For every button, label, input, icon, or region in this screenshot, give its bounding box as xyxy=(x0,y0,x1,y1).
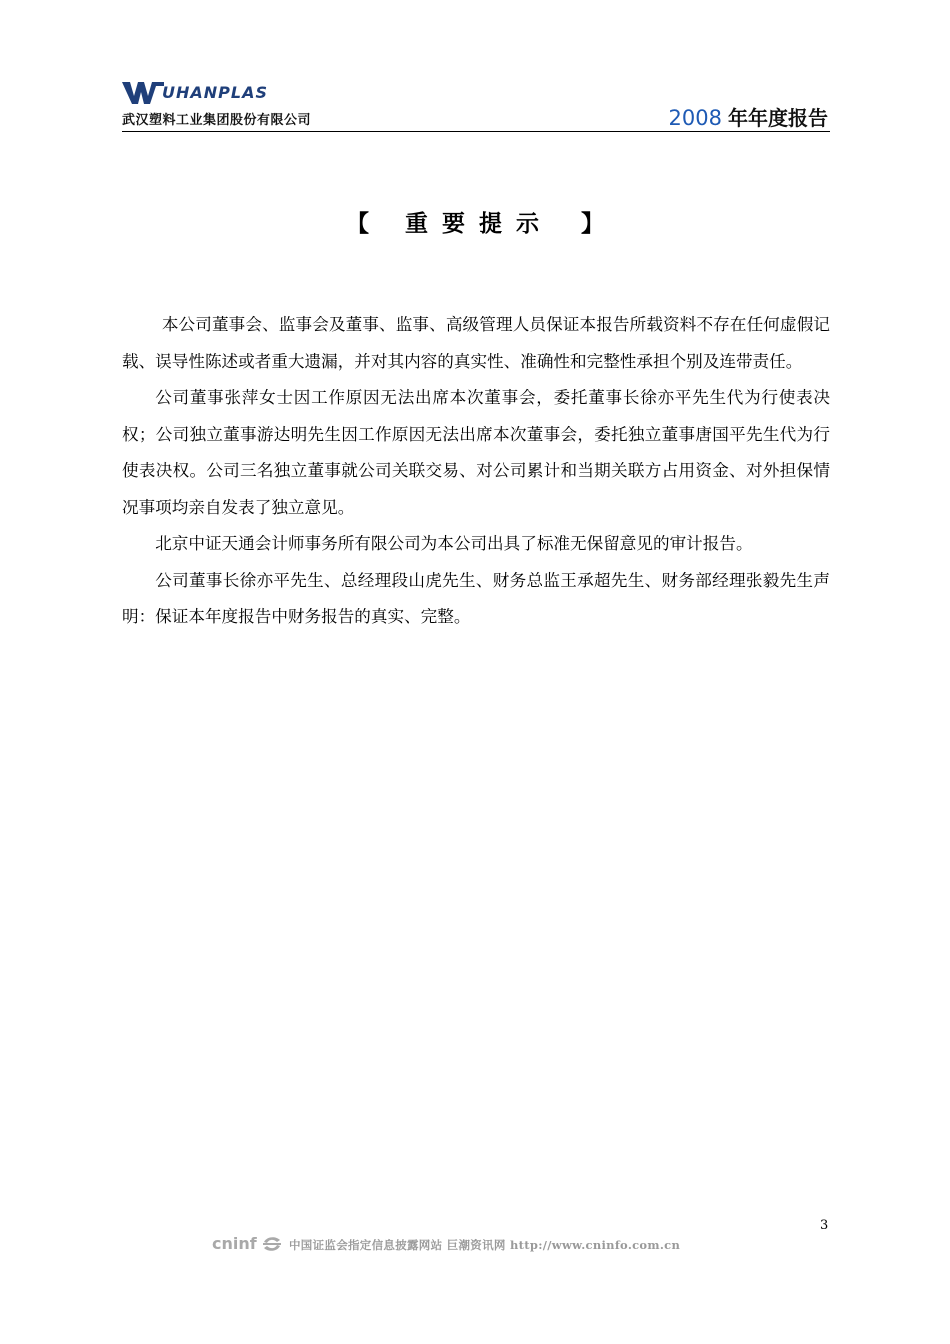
report-label: 年年度报告 xyxy=(728,106,828,130)
heading-bracket-open: 【 xyxy=(346,211,371,237)
page-number: 3 xyxy=(820,1218,829,1233)
heading-text: 重要提示 xyxy=(405,211,553,237)
report-year: 2008 xyxy=(668,106,722,130)
w-logo-icon xyxy=(122,82,164,104)
page-header xyxy=(122,80,830,132)
company-logo xyxy=(122,82,282,104)
page-footer xyxy=(212,1234,732,1254)
section-heading xyxy=(122,205,830,238)
paragraph: 北京中证天通会计师事务所有限公司为本公司出具了标准无保留意见的审计报告。 xyxy=(155,534,753,553)
logo-wordmark: UHANPLAS xyxy=(162,83,268,102)
paragraph: 本公司董事会、监事会及董事、监事、高级管理人员保证本报告所载资料不存在任何虚假记载、误导性陈述或者重大遗漏，并对其内容的真实性、准确性和完整性承担个别及连带责任。 xyxy=(122,315,830,371)
company-name: 武汉塑料工业集团股份有限公司 xyxy=(122,113,312,128)
heading-bracket-close: 】 xyxy=(581,211,606,237)
important-notice-body xyxy=(122,307,830,636)
footer-logo: cninf xyxy=(212,1234,257,1253)
header-divider xyxy=(122,131,830,132)
footer-text: 中国证监会指定信息披露网站 巨潮资讯网 http://www.cninfo.com.cn xyxy=(289,1238,681,1252)
report-title xyxy=(669,102,828,131)
paragraph: 公司董事张萍女士因工作原因无法出席本次董事会，委托董事长徐亦平先生代为行使表决权；公司独立董事游达明先生因工作原因无法出席本次董事会，委托独立董事唐国平先生代为行使表决权。公司三名独立董事就公司关联交易、对公司累计和当期关联方占用资金、对外担保情况事项均亲自发表了独立意见。 xyxy=(122,388,830,517)
paragraph: 公司董事长徐亦平先生、总经理段山虎先生、财务总监王承超先生、财务部经理张毅先生声明：保证本年度报告中财务报告的真实、完整。 xyxy=(122,570,830,626)
cninfo-swirl-icon xyxy=(261,1235,283,1253)
